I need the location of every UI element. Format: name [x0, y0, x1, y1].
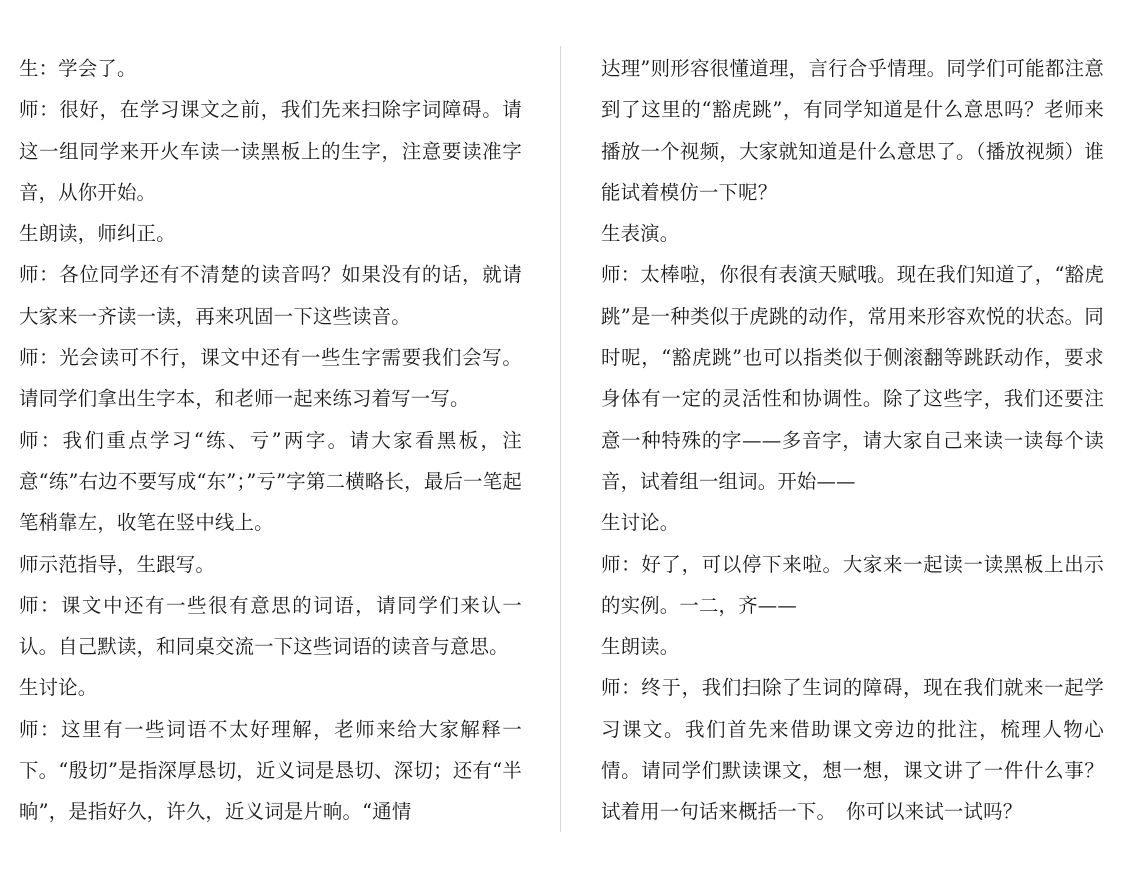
paragraph: 达理”则形容很懂道理，言行合乎情理。同学们可能都注意到了这里的“豁虎跳”，有同学知道是什么意思吗？老师来播放一个视频，大家就知道是什么意思了。（播放视频）谁能试着模仿一下呢？	[601, 57, 1104, 204]
right-column	[601, 48, 1104, 833]
paragraph: 师：太棒啦，你很有表演天赋哦。现在我们知道了，“豁虎跳”是一种类似于虎跳的动作，常用来形容欢悦的状态。同时呢，“豁虎跳”也可以指类似于侧滚翻等跳跃动作，要求身体有一定的灵活性和协调性。除了这些字，我们还要注意一种特殊的字——多音字，请大家自己来读一读每个读音，试着组一组词。开始——	[601, 263, 1104, 493]
paragraph: 生朗读，师纠正。	[19, 222, 176, 246]
left-column	[19, 48, 522, 833]
paragraph: 师：这里有一些词语不太好理解，老师来给大家解释一下。“殷切”是指深厚恳切，近义词是恳切、深切；还有“半晌”，是指好久，许久，近义词是片晌。“通情	[19, 717, 522, 824]
paragraph: 师：很好，在学习课文之前，我们先来扫除字词障碍。请这一组同学来开火车读一读黑板上的生字，注意要读准字音，从你开始。	[19, 98, 522, 204]
paragraph: 生朗读。	[601, 635, 680, 659]
paragraph: 师：终于，我们扫除了生词的障碍，现在我们就来一起学习课文。我们首先来借助课文旁边的批注，梳理人物心情。请同学们默读课文，想一想，课文讲了一件什么事？试着用一句话来概括一下。 你可以来试一试吗？	[601, 676, 1104, 824]
column-divider	[560, 46, 561, 832]
paragraph: 师：各位同学还有不清楚的读音吗？如果没有的话，就请大家来一齐读一读，再来巩固一下这些读音。	[19, 263, 522, 328]
paragraph: 师：好了，可以停下来啦。大家来一起读一读黑板上出示的实例。一二，齐——	[601, 552, 1104, 617]
paragraph: 生表演。	[601, 222, 680, 246]
paragraph: 生：学会了。	[19, 57, 137, 80]
paragraph: 师：光会读可不行，课文中还有一些生字需要我们会写。请同学们拿出生字本，和老师一起来练习着写一写。	[19, 346, 522, 411]
paragraph: 生讨论。	[19, 676, 98, 700]
paragraph: 师：课文中还有一些很有意思的词语，请同学们来认一认。自己默读，和同桌交流一下这些词语的读音与意思。	[19, 593, 522, 659]
paragraph: 生讨论。	[601, 511, 680, 535]
paragraph: 师示范指导，生跟写。	[19, 552, 215, 576]
paragraph: 师：我们重点学习“练、亏”两字。请大家看黑板，注意“练”右边不要写成“东”；”亏”字第二横略长，最后一笔起笔稍靠左，收笔在竖中线上。	[19, 428, 522, 535]
